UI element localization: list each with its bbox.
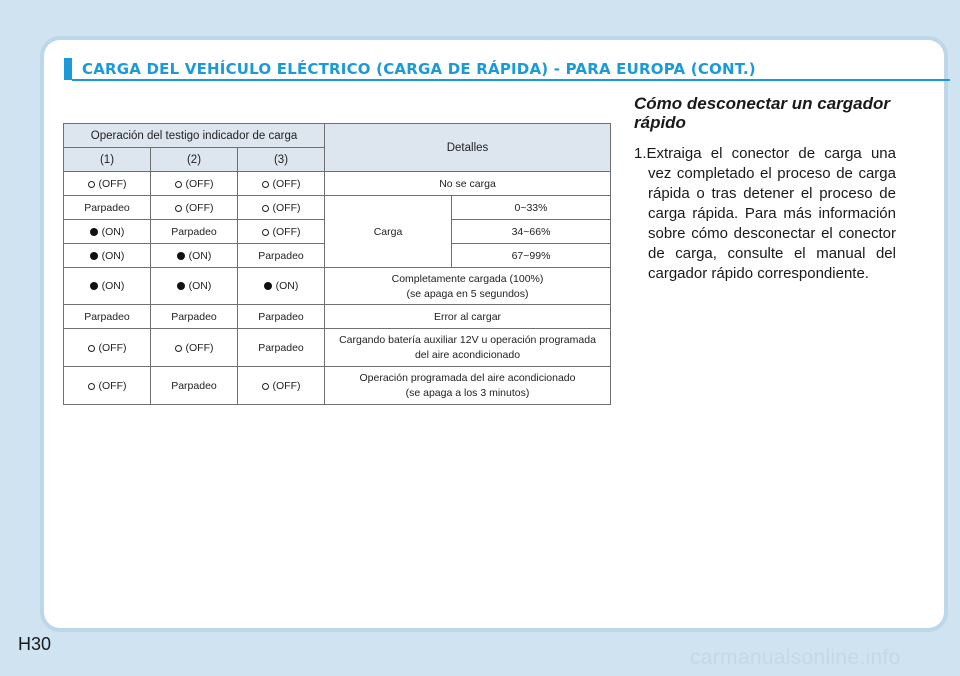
cell-r1-c2 <box>151 172 238 196</box>
title-accent-bar <box>64 58 72 80</box>
header-details: Detalles <box>325 124 611 172</box>
cell-r7-c2 <box>151 329 238 367</box>
cell-r5-c1 <box>64 268 151 305</box>
filled-circle-icon <box>264 282 272 290</box>
open-circle-icon <box>262 383 269 390</box>
cell-r3-c1 <box>64 220 151 244</box>
table-header-row <box>64 124 611 148</box>
cell-text: (OFF) <box>272 225 301 238</box>
detail-line: Completamente cargada (100%) <box>391 272 544 285</box>
cell-r2-detail: 0~33% <box>452 196 611 220</box>
cell-r8-detail <box>325 367 611 405</box>
cell-text: (ON) <box>275 280 299 292</box>
cell-r4-detail: 67~99% <box>452 244 611 268</box>
cell-text: (OFF) <box>98 341 127 354</box>
open-circle-icon <box>88 383 95 390</box>
header-col-2: (2) <box>151 148 238 172</box>
cell-r5-detail <box>325 268 611 305</box>
cell-r7-c1 <box>64 329 151 367</box>
cell-r4-c2 <box>151 244 238 268</box>
cell-r6-c3: Parpadeo <box>238 305 325 329</box>
table-row <box>64 305 611 329</box>
indicator-table <box>63 123 611 405</box>
cell-text: (OFF) <box>98 177 127 190</box>
cell-text: (ON) <box>188 280 212 292</box>
open-circle-icon <box>262 229 269 236</box>
cell-r7-detail <box>325 329 611 367</box>
cell-text: (OFF) <box>185 201 214 214</box>
cell-r2-c1: Parpadeo <box>64 196 151 220</box>
cell-text: (ON) <box>101 225 125 238</box>
header-col-3: (3) <box>238 148 325 172</box>
cell-r4-c1 <box>64 244 151 268</box>
cell-r6-detail: Error al cargar <box>325 305 611 329</box>
detail-line: (se apaga en 5 segundos) <box>406 287 529 300</box>
detail-line: del aire acondicionado <box>414 349 521 361</box>
filled-circle-icon <box>90 228 98 236</box>
cell-r1-c1 <box>64 172 151 196</box>
cell-text: (OFF) <box>272 177 301 190</box>
cell-r5-c2 <box>151 268 238 305</box>
filled-circle-icon <box>177 282 185 290</box>
cell-r8-c3 <box>238 367 325 405</box>
filled-circle-icon <box>90 252 98 260</box>
cell-text: (ON) <box>101 249 125 262</box>
cell-r6-c1: Parpadeo <box>64 305 151 329</box>
detail-line: (se apaga a los 3 minutos) <box>405 387 530 399</box>
cell-text: (ON) <box>101 280 125 292</box>
table-row <box>64 367 611 405</box>
header-indicator-operation: Operación del testigo indicador de carga <box>64 124 325 148</box>
detail-line: Operación programada del aire acondicionado <box>359 372 576 384</box>
open-circle-icon <box>175 181 182 188</box>
cell-r8-c1 <box>64 367 151 405</box>
cell-r1-detail: No se carga <box>325 172 611 196</box>
cell-text: (OFF) <box>185 341 214 354</box>
cell-text: (OFF) <box>98 379 127 392</box>
cell-r3-c2: Parpadeo <box>151 220 238 244</box>
title-underline <box>72 79 950 81</box>
cell-text: (OFF) <box>272 201 301 214</box>
cell-r2-c2 <box>151 196 238 220</box>
cell-text: (OFF) <box>272 379 301 392</box>
cell-r6-c2: Parpadeo <box>151 305 238 329</box>
section-heading: Cómo desconectar un cargador rápido <box>634 94 891 132</box>
cell-r8-c2: Parpadeo <box>151 367 238 405</box>
cell-text: (ON) <box>188 249 212 262</box>
open-circle-icon <box>175 205 182 212</box>
open-circle-icon <box>88 345 95 352</box>
detail-line: Cargando batería auxiliar 12V u operación programada <box>339 334 596 346</box>
page-number: H30 <box>18 634 52 654</box>
open-circle-icon <box>262 205 269 212</box>
table-row <box>64 329 611 367</box>
cell-r2-c3 <box>238 196 325 220</box>
cell-r3-detail: 34~66% <box>452 220 611 244</box>
header-col-1: (1) <box>64 148 151 172</box>
table-row <box>64 172 611 196</box>
disconnect-section <box>634 94 896 299</box>
cell-r7-c3: Parpadeo <box>238 329 325 367</box>
section-title-bar <box>64 58 756 80</box>
filled-circle-icon <box>90 282 98 290</box>
cell-text: (OFF) <box>185 177 214 190</box>
cell-r4-c3: Parpadeo <box>238 244 325 268</box>
open-circle-icon <box>175 345 182 352</box>
section-title: CARGA DEL VEHÍCULO ELÉCTRICO (CARGA DE RÁPIDA) - PARA EUROPA (CONT.) <box>82 60 756 78</box>
cell-r5-c3 <box>238 268 325 305</box>
cell-r1-c3 <box>238 172 325 196</box>
table-row <box>64 196 611 220</box>
open-circle-icon <box>262 181 269 188</box>
step-1-text: 1.Extraiga el conector de carga una vez completado el proceso de carga rápida o tras detener el proceso de carga rápida. Para más información sobre cómo desconectar el conector de carga, consulte el manual del cargador rápido correspondiente. <box>634 145 896 282</box>
filled-circle-icon <box>177 252 185 260</box>
cell-r3-c3 <box>238 220 325 244</box>
table-row <box>64 268 611 305</box>
open-circle-icon <box>88 181 95 188</box>
watermark: carmanualsonline.info <box>690 646 901 669</box>
cell-charging-group: Carga <box>325 196 452 268</box>
